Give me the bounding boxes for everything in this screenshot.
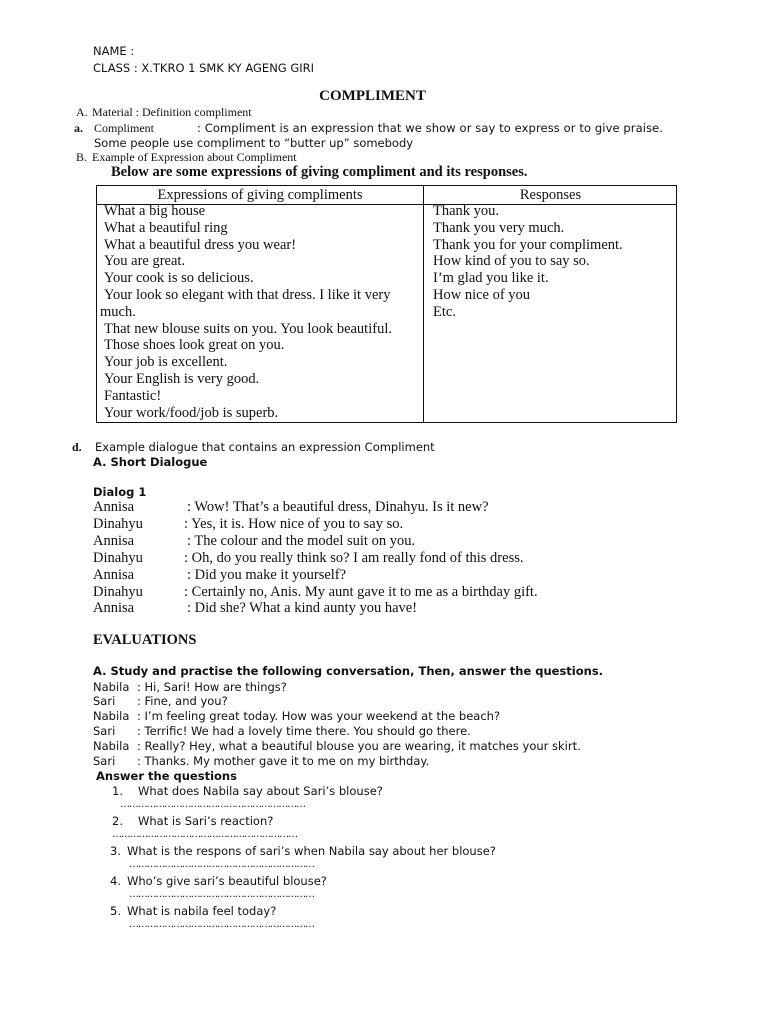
compliment-definition: : Compliment is an expression that we show or say to express or to give praise. — [197, 121, 664, 135]
table-intro: Below are some expressions of giving compliment and its responses. — [111, 164, 528, 180]
list-item: Thank you. — [433, 203, 500, 219]
section-b-marker: B. — [76, 150, 88, 164]
list-item: Fantastic! — [104, 387, 162, 404]
speaker-name: Dinahyu — [93, 584, 143, 600]
speaker-name: Annisa — [93, 567, 135, 583]
list-item: I’m glad you like it. — [433, 270, 549, 287]
name-field-label: NAME : — [93, 44, 135, 58]
sub-a-marker: a. — [74, 121, 83, 135]
conversation-text: : I’m feeling great today. How was your weekend at the beach? — [137, 709, 501, 723]
conversation-text: : Terrific! We had a lovely time there. You should go there. — [137, 724, 471, 738]
speaker-name: Sari — [93, 694, 116, 708]
answer-blank[interactable]: ……………………………………………………… — [120, 799, 305, 810]
question-text: What is the respons of sari’s when Nabila say about her blouse? — [127, 844, 496, 858]
dialog-title: Dialog 1 — [93, 485, 147, 499]
list-item: What a big house — [104, 203, 206, 219]
list-item: How nice of you — [433, 286, 531, 303]
speaker-name: Annisa — [93, 533, 135, 549]
list-item: Thank you very much. — [433, 219, 565, 236]
answer-questions-heading: Answer the questions — [96, 769, 237, 783]
list-item: Your cook is so delicious. — [104, 270, 254, 287]
section-d-heading: Example dialogue that contains an expression Compliment — [95, 440, 435, 454]
speaker-name: Dinahyu — [93, 516, 143, 532]
compliment-definition-note: Some people use compliment to “butter up” somebody — [94, 136, 414, 150]
list-item: Those shoes look great on you. — [104, 337, 285, 354]
list-item: Thank you for your compliment. — [433, 236, 623, 253]
responses-list — [433, 203, 623, 321]
table-header-expressions: Expressions of giving compliments — [157, 187, 363, 203]
compliment-term: Compliment — [94, 121, 154, 135]
question-number: 1. — [112, 784, 123, 798]
list-item: Your look so elegant with that dress. I like it very — [104, 286, 391, 303]
list-item: What a beautiful dress you wear! — [104, 236, 297, 253]
speaker-name: Nabila — [93, 709, 130, 723]
speaker-name: Dinahyu — [93, 550, 143, 566]
speaker-name: Annisa — [93, 600, 135, 616]
dialog-text: : Oh, do you really think so? I am really fond of this dress. — [184, 550, 524, 566]
page-title: COMPLIMENT — [319, 88, 426, 104]
list-item: Your English is very good. — [104, 370, 260, 387]
dialog-text: : Yes, it is. How nice of you to say so. — [184, 516, 404, 532]
conversation-text: : Really? Hey, what a beautiful blouse you are wearing, it matches your skirt. — [137, 739, 581, 753]
question-text: What is nabila feel today? — [127, 904, 277, 918]
evaluations-heading: EVALUATIONS — [93, 632, 197, 648]
conversation-text: : Thanks. My mother gave it to me on my birthday. — [137, 754, 430, 768]
question-number: 2. — [112, 814, 123, 828]
section-b-heading: Example of Expression about Compliment — [92, 150, 297, 164]
conversation-text: : Fine, and you? — [137, 694, 228, 708]
question-number: 5. — [110, 904, 121, 918]
expressions-list — [100, 203, 392, 421]
dialog-text: : Wow! That’s a beautiful dress, Dinahyu. Is it new? — [187, 499, 489, 515]
speaker-name: Nabila — [93, 739, 130, 753]
speaker-name: Annisa — [93, 499, 135, 515]
list-item: What a beautiful ring — [104, 219, 228, 236]
question-text: What does Nabila say about Sari’s blouse? — [138, 784, 383, 798]
dialog-text: : The colour and the model suit on you. — [187, 533, 416, 549]
table-header-responses: Responses — [519, 187, 582, 203]
dialog-text: : Did you make it yourself? — [187, 567, 347, 583]
conversation-text: : Hi, Sari! How are things? — [137, 680, 287, 694]
list-item: How kind of you to say so. — [433, 253, 590, 270]
answer-blank[interactable]: ……………………………………………………… — [112, 829, 297, 840]
answer-blank[interactable]: ……………………………………………………… — [129, 889, 314, 900]
section-a-heading: Material : Definition compliment — [92, 105, 252, 119]
dialog-text: : Certainly no, Anis. My aunt gave it to me as a birthday gift. — [184, 584, 538, 600]
question-text: Who’s give sari’s beautiful blouse? — [127, 874, 327, 888]
class-field-label: CLASS : X.TKRO 1 SMK KY AGENG GIRI — [93, 61, 315, 75]
section-d-marker: d. — [72, 440, 82, 454]
list-item: Etc. — [433, 303, 456, 320]
speaker-name: Nabila — [93, 680, 130, 694]
question-text: What is Sari’s reaction? — [138, 814, 274, 828]
speaker-name: Sari — [93, 724, 116, 738]
short-dialogue-heading: A. Short Dialogue — [93, 455, 208, 469]
list-item: You are great. — [104, 253, 186, 270]
dialog-text: : Did she? What a kind aunty you have! — [187, 600, 418, 616]
answer-blank[interactable]: ……………………………………………………… — [129, 919, 314, 930]
section-a-marker: A. — [76, 105, 88, 119]
question-number: 3. — [110, 844, 121, 858]
list-item: Your job is excellent. — [104, 354, 228, 371]
list-item: Your work/food/job is superb. — [104, 404, 279, 421]
table-column-divider — [423, 186, 424, 422]
list-item: That new blouse suits on you. You look beautiful. — [104, 320, 392, 337]
answer-blank[interactable]: ……………………………………………………… — [129, 859, 314, 870]
speaker-name: Sari — [93, 754, 116, 768]
evaluation-instruction: A. Study and practise the following conversation, Then, answer the questions. — [93, 664, 604, 678]
list-item: much. — [100, 303, 136, 320]
question-number: 4. — [110, 874, 121, 888]
